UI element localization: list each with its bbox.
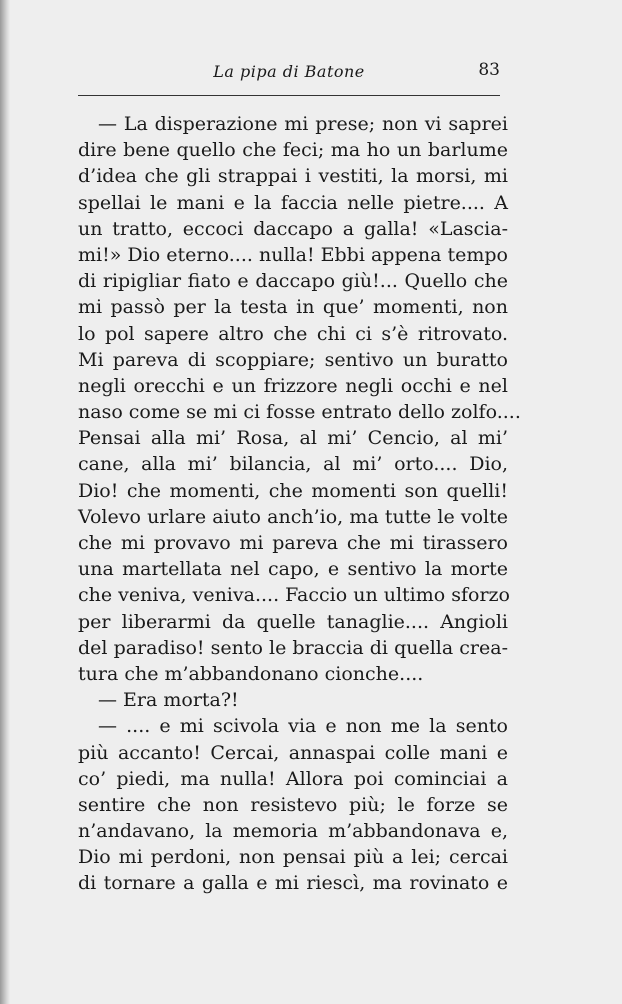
text-line: spellai le mani e la faccia nelle pietre.... A [78,191,508,214]
text-line: — .... e mi scivola via e non me la sento [98,715,508,738]
text-line: negli orecchi e un frizzore negli occhi e nel [78,374,508,397]
text-line: cane, alla mi’ bilancia, al mi’ orto.... Dio, [78,453,508,476]
text-line: dire bene quello che feci; ma ho un barlume [78,139,508,162]
text-line: di tornare a galla e mi riescì, ma rovinato e [78,872,508,895]
text-line: che mi provavo mi pareva che mi tirassero [78,532,508,554]
header-rule [78,95,500,96]
text-line: per liberarmi da quelle tanaglie.... Angioli [78,610,508,633]
text-line: di ripigliar fiato e daccapo giù!... Quello che [78,270,508,293]
page-number: 83 [478,60,500,80]
text-line: naso come se mi ci fosse entrato dello zolfo.... [78,401,521,424]
text-line: n’andavano, la memoria m’abbandonava e, [78,820,508,843]
text-line: più accanto! Cercai, annaspai colle mani e [78,741,508,764]
text-line: del paradiso! sento le braccia di quella crea- [78,636,508,659]
text-line: mi!» Dio eterno.... nulla! Ebbi appena tempo [78,243,508,266]
body-text [78,111,521,897]
running-title: La pipa di Batone [213,62,365,81]
text-line: lo pol sapere altro che chi ci s’è ritrovato. [78,322,508,345]
text-line: Mi pareva di scoppiare; sentivo un buratto [78,348,508,371]
text-line: una martellata nel capo, e sentivo la morte [78,558,508,581]
text-line: un tratto, eccoci daccapo a galla! «Lascia- [78,217,508,240]
text-line: d’idea che gli strappai i vestiti, la morsi, mi [78,165,508,188]
page-gutter-shadow [0,0,10,1004]
text-line: tura che m’abbandonano cionche.... [78,662,424,685]
text-line: Pensai alla mi’ Rosa, al mi’ Cencio, al mi’ [78,427,508,450]
text-line: che veniva, veniva.... Faccio un ultimo sforzo [78,584,510,607]
text-line: — La disperazione mi prese; non vi saprei [98,113,508,135]
page-header [78,58,500,86]
text-line: Volevo urlare aiuto anch’io, ma tutte le volte [78,505,508,528]
text-line: sentire che non resistevo più; le forze se [78,793,508,816]
text-line: mi passò per la testa in que’ momenti, non [78,296,508,319]
text-line: — Era morta?! [98,689,239,712]
text-line: Dio mi perdoni, non pensai più a lei; cercai [78,846,508,869]
text-line: co’ piedi, ma nulla! Allora poi cominciai a [78,767,508,790]
text-line: Dio! che momenti, che momenti son quelli! [78,479,508,502]
